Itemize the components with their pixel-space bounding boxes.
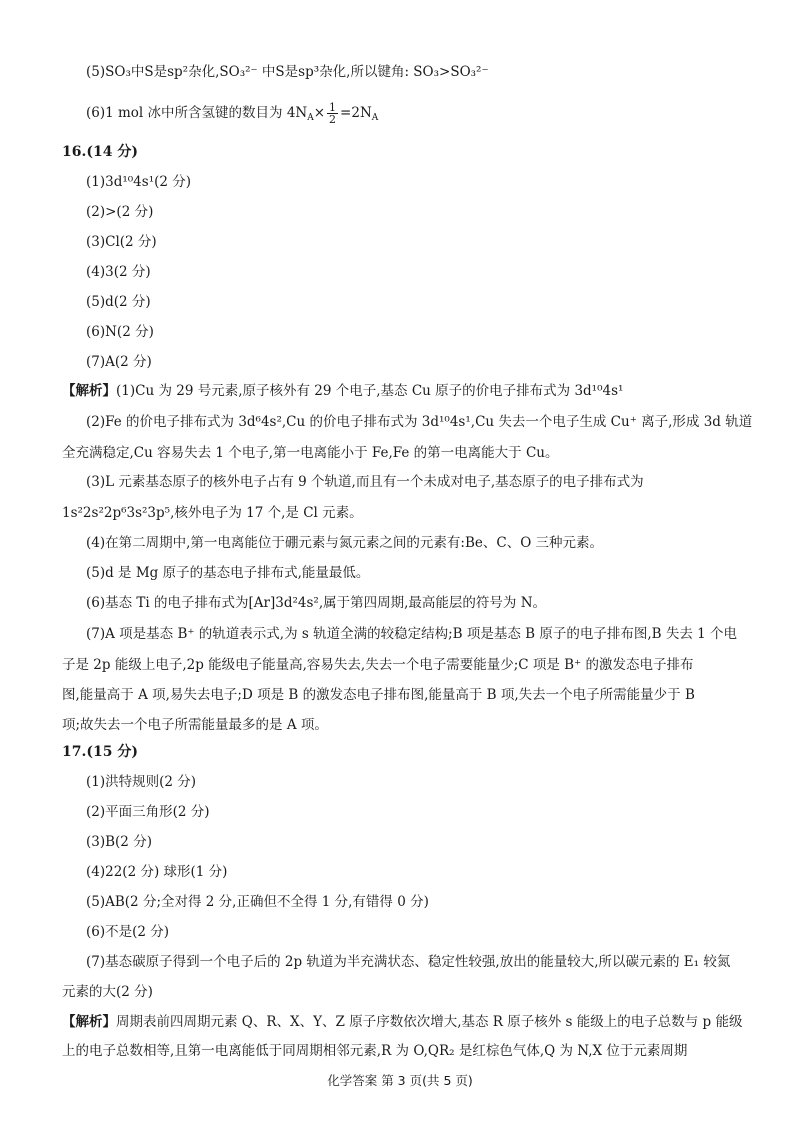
analysis-16-7a: (7)A 项是基态 B⁺ 的轨道表示式,为 s 轨道全满的较稳定结构;B 项是基态 B 原子的电子排布图,B 失去 1 个电 xyxy=(86,626,738,642)
fraction-numerator: 1 xyxy=(329,101,337,114)
analysis-16-3a: (3)L 元素基态原子的核外电子占有 9 个轨道,而且有一个未成对电子,基态原子的电子排布式为 xyxy=(86,474,644,490)
answer-17-3: (3)B(2 分) xyxy=(86,834,152,850)
answer-16-2: (2)>(2 分) xyxy=(86,204,154,220)
answer-17-5: (5)AB(2 分;全对得 2 分,正确但不全得 1 分,有错得 0 分) xyxy=(86,894,429,910)
answer-17-7a: (7)基态碳原子得到一个电子后的 2p 轨道为半充满状态、稳定性较强,放出的能量较大,所以碳元素的 E₁ 较氮 xyxy=(86,954,731,970)
fraction-one-half xyxy=(327,102,338,125)
analysis-16-2b: 全充满稳定,Cu 容易失去 1 个电子,第一电离能小于 Fe,Fe 的第一电离能大于 Cu。 xyxy=(62,445,559,461)
answer-line-6-text: (6)1 mol 冰中所含氢键的数目为 4N xyxy=(86,105,308,121)
answer-16-1: (1)3d¹⁰4s¹(2 分) xyxy=(86,174,192,190)
answer-17-2: (2)平面三角形(2 分) xyxy=(86,804,210,820)
subscript-a-2: A xyxy=(371,113,379,123)
answer-16-4: (4)3(2 分) xyxy=(86,264,151,280)
answer-16-7: (7)A(2 分) xyxy=(86,354,152,370)
answer-17-1: (1)洪特规则(2 分) xyxy=(86,774,197,790)
times-sign: × xyxy=(313,105,326,121)
fraction-denominator: 2 xyxy=(329,113,337,126)
answer-16-6: (6)N(2 分) xyxy=(86,324,154,340)
analysis-16-5: (5)d 是 Mg 原子的基态电子排布式,能量最低。 xyxy=(86,565,370,581)
analysis-16-7c: 图,能量高于 A 项,易失去电子;D 项是 B 的激发态电子排布图,能量高于 B 项,失去一个电子所需能量少于 B xyxy=(62,687,695,703)
analysis-16-7b: 子是 2p 能级上电子,2p 能级电子能量高,容易失去,失去一个电子需要能量少;C 项是 B⁺ 的激发态电子排布 xyxy=(62,657,694,673)
answer-line-6-result: =2N xyxy=(340,105,372,121)
analysis-17-b: 上的电子总数相等,且第一电离能低于同周期相邻元素,R 为 O,QR₂ 是红棕色气体,Q 为 N,X 位于元素周期 xyxy=(62,1043,688,1059)
answer-17-4: (4)22(2 分) 球形(1 分) xyxy=(86,864,228,880)
answer-16-5: (5)d(2 分) xyxy=(86,294,151,310)
analysis-label: 【解析】 xyxy=(62,383,116,399)
analysis-16-1 xyxy=(62,381,748,401)
analysis-17-a-text: 周期表前四周期元素 Q、R、X、Y、Z 原子序数依次增大,基态 R 原子核外 s 能级上的电子总数与 p 能级 xyxy=(116,1014,743,1030)
analysis-16-6: (6)基态 Ti 的电子排布式为[Ar]3d²4s²,属于第四周期,最高能层的符号为 N。 xyxy=(86,595,547,611)
analysis-16-2a: (2)Fe 的价电子排布式为 3d⁶4s²,Cu 的价电子排布式为 3d¹⁰4s¹,Cu 失去一个电子生成 Cu⁺ 离子,形成 3d 轨道 xyxy=(86,414,753,430)
analysis-label-17: 【解析】 xyxy=(62,1014,116,1030)
answer-16-3: (3)Cl(2 分) xyxy=(86,234,157,250)
page-footer: 化学答案 第 3 页(共 5 页) xyxy=(327,1073,473,1088)
analysis-16-3b: 1s²2s²2p⁶3s²3p⁵,核外电子为 17 个,是 Cl 元素。 xyxy=(62,505,363,521)
analysis-17-a xyxy=(62,1012,748,1032)
answer-line-5: (5)SO₃中S是sp²杂化,SO₃²⁻ 中S是sp³杂化,所以键角: SO₃>SO₃²⁻ xyxy=(86,64,489,80)
analysis-16-7d: 项;故失去一个电子所需能量最多的是 A 项。 xyxy=(62,717,328,733)
question-16-heading: 16.(14 分) xyxy=(62,144,138,160)
question-17-heading: 17.(15 分) xyxy=(62,744,138,760)
analysis-16-4: (4)在第二周期中,第一电离能位于硼元素与氮元素之间的元素有:Be、C、O 三种元素。 xyxy=(86,535,604,551)
answer-17-7b: 元素的大(2 分) xyxy=(62,984,153,1000)
answer-17-6: (6)不是(2 分) xyxy=(86,924,170,940)
analysis-16-1-text: (1)Cu 为 29 号元素,原子核外有 29 个电子,基态 Cu 原子的价电子排布式为 3d¹⁰4s¹ xyxy=(116,383,624,399)
answer-line-6 xyxy=(86,102,748,128)
subscript-a: A xyxy=(307,113,314,123)
